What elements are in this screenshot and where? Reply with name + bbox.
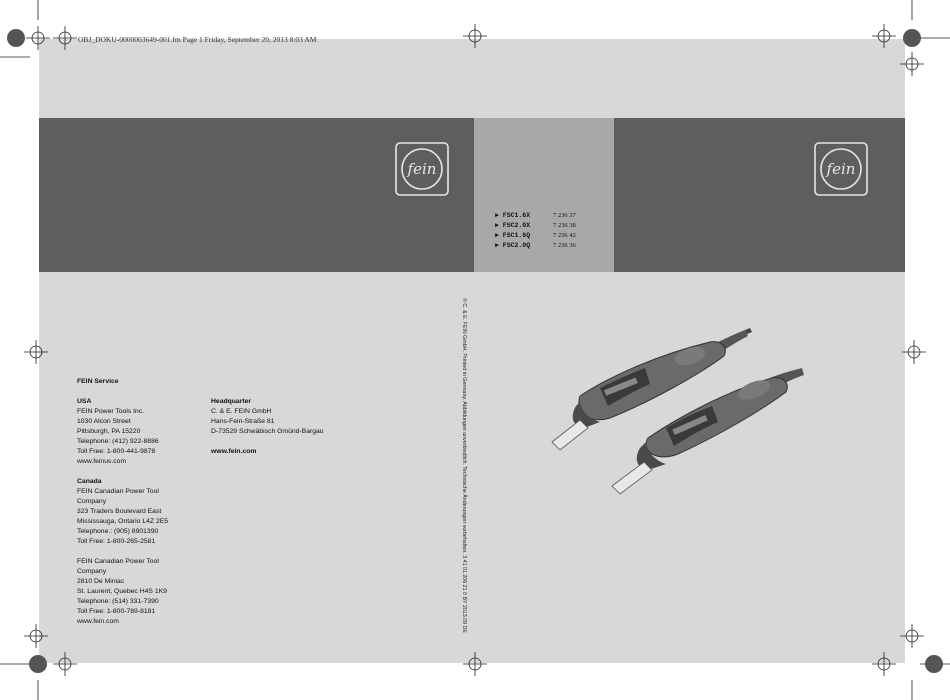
model-name: ► FSC1.6X <box>495 212 531 219</box>
color-target-icon <box>925 655 943 673</box>
model-number: 7 236 42 <box>553 232 576 239</box>
address-line: C. & E. FEIN GmbH <box>211 408 272 415</box>
model-name: ► FSC2.0Q <box>495 242 531 249</box>
service-title: FEIN Service <box>77 378 119 385</box>
registration-mark-icon <box>872 652 896 676</box>
address-line: FEIN Power Tools Inc. <box>77 408 145 415</box>
usa-heading: USA <box>77 398 92 405</box>
registration-mark-icon <box>463 24 487 48</box>
phone-line: Toll Free: 1-800-265-2581 <box>77 538 156 545</box>
address-line: 323 Traders Boulevard East <box>77 508 162 515</box>
phone-line: Telephone: (514) 331-7390 <box>77 598 159 605</box>
website-line: www.fein.com <box>77 618 119 625</box>
registration-mark-icon <box>53 26 77 50</box>
fein-logo-text: fein <box>407 160 437 178</box>
fein-logo-text: fein <box>826 160 856 178</box>
registration-mark-icon <box>26 26 50 50</box>
headquarter-website: www.fein.com <box>211 448 257 455</box>
model-name: ► FSC2.0X <box>495 222 531 229</box>
model-name: ► FSC1.6Q <box>495 232 531 239</box>
address-line: Hans-Fein-Straße 81 <box>211 418 275 425</box>
address-line: Mississauga, Ontario L4Z 2E5 <box>77 518 169 525</box>
copyright-text: © C. & E. FEIN GmbH. Printed in Germany. Abbildungen unverbindlich. Technische Änderungen vorbehalten. 3 41 01 206 21 0 BY 2013.09 DE <box>461 298 467 633</box>
website-line: www.feinus.com <box>77 458 127 465</box>
address-line: FEIN Canadian Power Tool <box>77 558 159 565</box>
color-target-icon <box>903 29 921 47</box>
phone-line: Telephone.: (905) 8901390 <box>77 528 159 535</box>
address-line: D-73529 Schwäbisch Gmünd-Bargau <box>211 428 324 435</box>
address-line: 2810 De Miniac <box>77 578 125 585</box>
registration-mark-icon <box>24 624 48 648</box>
model-number: 7 236 38 <box>553 222 576 229</box>
address-line: Company <box>77 498 107 505</box>
canada-heading: Canada <box>77 478 102 485</box>
registration-mark-icon <box>463 652 487 676</box>
color-target-icon <box>29 655 47 673</box>
registration-mark-icon <box>900 624 924 648</box>
address-line: St. Laurent, Quebec H4S 1K9 <box>77 588 167 595</box>
address-line: FEIN Canadian Power Tool <box>77 488 159 495</box>
print-header-line: OBJ_DOKU-0000003649-001.fm Page 1 Friday, September 20, 2013 8:03 AM <box>78 35 317 44</box>
address-line: Company <box>77 568 107 575</box>
phone-line: Telephone: (412) 922-8886 <box>77 438 159 445</box>
registration-mark-icon <box>872 24 896 48</box>
model-number: 7 236 37 <box>553 212 576 219</box>
registration-mark-icon <box>24 340 48 364</box>
address-line: 1030 Alcon Street <box>77 418 131 425</box>
registration-mark-icon <box>902 340 926 364</box>
address-line: Pittsburgh, PA 15220 <box>77 428 141 435</box>
color-target-icon <box>7 29 25 47</box>
phone-line: Toll Free: 1-800-789-8181 <box>77 608 156 615</box>
headquarter-heading: Headquarter <box>211 398 252 405</box>
registration-mark-icon <box>900 52 924 76</box>
registration-mark-icon <box>53 652 77 676</box>
model-number: 7 236 36 <box>553 242 576 249</box>
phone-line: Toll Free: 1-800-441-9878 <box>77 448 156 455</box>
